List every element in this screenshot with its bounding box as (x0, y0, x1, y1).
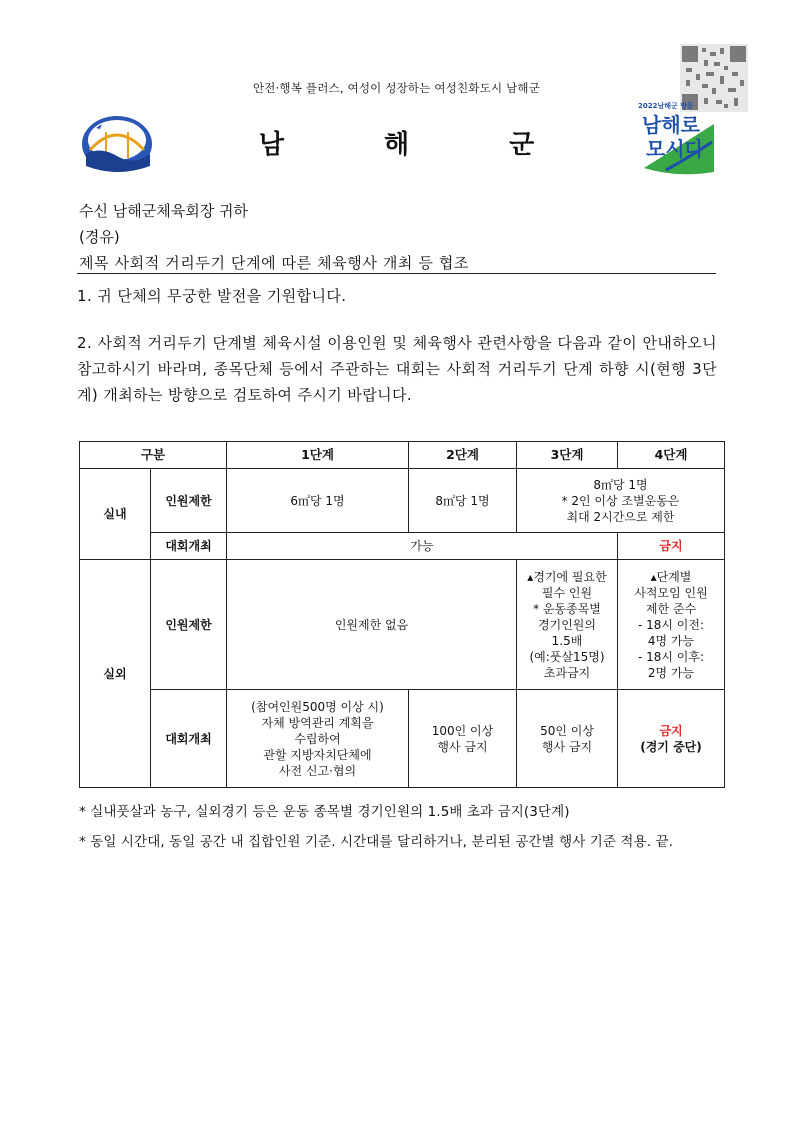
cell-line: 행사 금지 (541, 739, 593, 754)
recipient-line: 수신 남해군체육회장 귀하 (79, 202, 248, 220)
cell-line: 제한 준수 (645, 601, 697, 616)
cell-line: 초과금지 (543, 665, 591, 680)
title-char: 군 (509, 130, 535, 160)
slogan: 안전·행복 플러스, 여성이 성장하는 여성친화도시 남해군 (252, 81, 541, 95)
outdoor-event-level3 (517, 690, 618, 788)
table-row (80, 560, 725, 690)
cell-line: (경기 중단) (640, 739, 702, 754)
cell-line: * 운동종목별 (533, 601, 601, 616)
paragraph-2: 2. 사회적 거리두기 단계별 체육시설 이용인원 및 체육행사 관련사항을 다음과 같이 안내하오니 참고하시기 바라며, 종목단체 등에서 주관하는 대회는 사회적 거리두기 단계 하향 시(현행 3단계) 개최하는 방향으로 검토하여 주시기 바랍니다. (77, 334, 717, 404)
cell-line: 1.5배 (551, 633, 583, 648)
cell-line: - 18시 이후: (637, 649, 705, 664)
cell-line: 관할 지방자치단체에 (263, 747, 372, 762)
footnote-2: * 동일 시간대, 동일 공간 내 집합인원 기준. 시간대를 달리하거나, 분리된 공간별 행사 기준 적용. 끝. (79, 834, 674, 850)
cell-line: 8㎡당 1명 (593, 477, 648, 492)
cell-line-red: 금지 (659, 723, 683, 738)
cell-line: ▴경기에 필요한 (527, 569, 607, 584)
cell-line: 수립하여 (294, 731, 341, 746)
indoor-event-level123: 가능 (227, 533, 618, 560)
title-char: 해 (383, 130, 410, 160)
outdoor-limit-label: 인원제한 (151, 560, 227, 690)
outdoor-limit-level3 (517, 560, 618, 690)
cell-line: - 18시 이전: (637, 617, 705, 632)
outdoor-event-level2 (409, 690, 517, 788)
outdoor-label: 실외 (80, 560, 151, 788)
header-category: 구분 (80, 442, 227, 469)
cell-line: 4명 가능 (647, 633, 695, 648)
cell-line: 자체 방역관리 계획을 (261, 715, 374, 730)
cell-line: 최대 2시간으로 제한 (566, 509, 675, 524)
cell-line: 100인 이상 (431, 723, 494, 738)
indoor-limit-level34 (517, 469, 725, 533)
subject-line: 제목 사회적 거리두기 단계에 따른 체육행사 개최 등 협조 (79, 254, 470, 272)
distancing-table (79, 441, 725, 788)
table-row (80, 690, 725, 788)
logo-line1-text: 남해로 (642, 113, 700, 137)
paragraph-1: 1. 귀 단체의 무궁한 발전을 기원합니다. (77, 287, 347, 305)
cell-line: 경기인원의 (538, 617, 596, 632)
outdoor-event-level1 (227, 690, 409, 788)
indoor-event-level4: 금지 (618, 533, 725, 560)
footnote-1: * 실내풋살과 농구, 실외경기 등은 운동 종목별 경기인원의 1.5배 초과 금지(3단계) (79, 804, 570, 820)
namhae-tourism-logo (636, 98, 716, 178)
outdoor-limit-level12: 인원제한 없음 (227, 560, 517, 690)
header-divider (77, 273, 716, 274)
indoor-event-label: 대회개최 (151, 533, 227, 560)
cell-line: ▴단계별 (650, 569, 692, 584)
cell-line: (참여인원500명 이상 시) (251, 699, 384, 714)
cell-line: (예:풋살15명) (529, 649, 605, 664)
via-line: (경유) (79, 228, 120, 246)
outdoor-event-label: 대회개최 (151, 690, 227, 788)
cell-line: 사전 신고·협의 (278, 763, 357, 778)
indoor-label: 실내 (80, 469, 151, 560)
cell-line: 사적모임 인원 (634, 585, 708, 600)
indoor-limit-level2: 8㎡당 1명 (409, 469, 517, 533)
indoor-limit-level1: 6㎡당 1명 (227, 469, 409, 533)
header-level-1: 1단계 (227, 442, 409, 469)
header-level-4: 4단계 (618, 442, 725, 469)
logo-line2-text: 모시다 (646, 137, 704, 161)
cell-line: 행사 금지 (437, 739, 488, 754)
outdoor-limit-level4 (618, 560, 725, 690)
header-level-3: 3단계 (517, 442, 618, 469)
cell-line: 필수 인원 (541, 585, 593, 600)
outdoor-event-level4 (618, 690, 725, 788)
logo-year-text: 2022남해군 방문 (638, 102, 694, 110)
title-char: 남 (258, 130, 284, 160)
table-row (80, 469, 725, 533)
table-header-row (80, 442, 725, 469)
cell-line: 50인 이상 (540, 723, 594, 738)
indoor-limit-label: 인원제한 (151, 469, 227, 533)
cell-line: 2명 가능 (647, 665, 695, 680)
cell-line: * 2인 이상 조별운동은 (561, 493, 680, 508)
table-row (80, 533, 725, 560)
header-level-2: 2단계 (409, 442, 517, 469)
